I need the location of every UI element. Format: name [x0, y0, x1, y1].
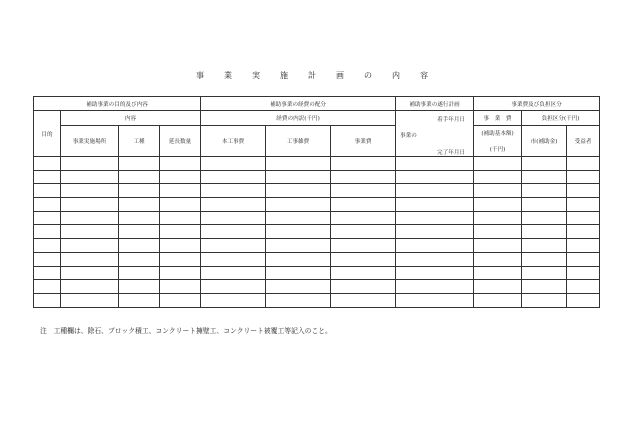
header-burden-group: 事業費及び負担区分 — [474, 97, 600, 111]
blank-cell[interactable] — [331, 170, 396, 184]
table-row — [34, 266, 600, 280]
header-burden-division: 負担区分(千円) — [522, 111, 600, 126]
blank-cell[interactable] — [331, 157, 396, 171]
header-end-date: 完了年月日 — [437, 150, 466, 156]
footnote: 注 工種欄は、除石、ブロック積工、コンクリート擁壁工、コンクリート被覆工等記入のこと。 — [40, 327, 332, 335]
blank-cell[interactable] — [61, 225, 119, 239]
header-content: 内容 — [61, 111, 201, 126]
blank-cell[interactable] — [474, 211, 522, 225]
blank-cell[interactable] — [522, 170, 567, 184]
header-purpose: 目的 — [34, 111, 61, 157]
blank-cell[interactable] — [266, 170, 331, 184]
blank-cell[interactable] — [522, 184, 567, 198]
header-length-qty: 延長数量 — [160, 126, 201, 157]
blank-cell[interactable] — [567, 239, 600, 253]
blank-cell[interactable] — [61, 266, 119, 280]
blank-cell[interactable] — [201, 198, 266, 212]
blank-cell[interactable] — [474, 280, 522, 294]
blank-cell[interactable] — [567, 211, 600, 225]
blank-cell[interactable] — [119, 211, 160, 225]
blank-cell[interactable] — [522, 198, 567, 212]
blank-cell[interactable] — [567, 198, 600, 212]
blank-cell[interactable] — [201, 157, 266, 171]
header-purpose-group: 補助事業の目的及び内容 — [34, 97, 201, 111]
blank-cell[interactable] — [34, 211, 61, 225]
blank-cell[interactable] — [119, 280, 160, 294]
table-row — [34, 184, 600, 198]
blank-cell[interactable] — [34, 280, 61, 294]
blank-cell[interactable] — [396, 157, 474, 171]
blank-cell[interactable] — [201, 266, 266, 280]
blank-cell[interactable] — [567, 225, 600, 239]
blank-cell[interactable] — [34, 157, 61, 171]
header-subsidy-base — [474, 126, 522, 157]
blank-cell[interactable] — [474, 170, 522, 184]
blank-cell[interactable] — [266, 225, 331, 239]
blank-cell[interactable] — [34, 239, 61, 253]
blank-cell[interactable] — [160, 184, 201, 198]
blank-cell[interactable] — [119, 184, 160, 198]
blank-cell[interactable] — [266, 239, 331, 253]
table-row — [34, 252, 600, 266]
blank-cell[interactable] — [61, 252, 119, 266]
blank-cell[interactable] — [201, 225, 266, 239]
header-cost-group: 補助事業の経費の配分 — [201, 97, 396, 111]
blank-cell[interactable] — [266, 266, 331, 280]
blank-cell[interactable] — [522, 239, 567, 253]
blank-cell[interactable] — [396, 184, 474, 198]
table-row — [34, 293, 600, 307]
blank-cell[interactable] — [61, 239, 119, 253]
blank-cell[interactable] — [34, 198, 61, 212]
blank-cell[interactable] — [34, 293, 61, 307]
blank-cell[interactable] — [160, 225, 201, 239]
blank-cell[interactable] — [396, 293, 474, 307]
blank-cell[interactable] — [119, 198, 160, 212]
blank-cell[interactable] — [396, 266, 474, 280]
header-cost-breakdown: 経費の内訳(千円) — [201, 111, 396, 126]
blank-cell[interactable] — [201, 280, 266, 294]
blank-cell[interactable] — [331, 252, 396, 266]
header-schedule — [396, 111, 474, 157]
blank-cell[interactable] — [567, 266, 600, 280]
header-project-cost-label: 事 業 費 — [474, 111, 522, 126]
blank-cell[interactable] — [396, 239, 474, 253]
blank-cell[interactable] — [34, 170, 61, 184]
table-row — [34, 198, 600, 212]
blank-cell[interactable] — [201, 184, 266, 198]
blank-cell[interactable] — [331, 211, 396, 225]
blank-cell[interactable] — [119, 157, 160, 171]
header-thousand-yen: (千円) — [489, 147, 506, 153]
header-city-subsidy: 市(補助金) — [522, 126, 567, 157]
blank-cell[interactable] — [61, 184, 119, 198]
table-row — [34, 225, 600, 239]
blank-cell[interactable] — [522, 280, 567, 294]
blank-cell[interactable] — [61, 198, 119, 212]
blank-cell[interactable] — [474, 184, 522, 198]
blank-cell[interactable] — [396, 280, 474, 294]
blank-cell[interactable] — [160, 211, 201, 225]
blank-cell[interactable] — [567, 170, 600, 184]
header-beneficiary: 受益者 — [567, 126, 600, 157]
blank-cell[interactable] — [160, 266, 201, 280]
blank-cell[interactable] — [567, 252, 600, 266]
header-project-cost: 事業費 — [331, 126, 396, 157]
blank-cell[interactable] — [160, 280, 201, 294]
blank-cell[interactable] — [331, 266, 396, 280]
blank-cell[interactable] — [201, 293, 266, 307]
blank-cell[interactable] — [266, 198, 331, 212]
blank-cell[interactable] — [331, 184, 396, 198]
blank-cell[interactable] — [61, 211, 119, 225]
header-start-date: 着手年月日 — [437, 117, 466, 123]
blank-cell[interactable] — [160, 198, 201, 212]
document-title: 事 業 実 施 計 画 の 内 容 — [196, 71, 434, 80]
blank-cell[interactable] — [331, 293, 396, 307]
table-row — [34, 170, 600, 184]
blank-cell[interactable] — [522, 252, 567, 266]
blank-cell[interactable] — [396, 211, 474, 225]
blank-cell[interactable] — [34, 184, 61, 198]
blank-cell[interactable] — [160, 239, 201, 253]
blank-cell[interactable] — [201, 239, 266, 253]
plan-table — [33, 96, 600, 308]
blank-cell[interactable] — [61, 170, 119, 184]
header-work-type: 工種 — [119, 126, 160, 157]
blank-cell[interactable] — [201, 252, 266, 266]
blank-cell[interactable] — [522, 157, 567, 171]
blank-cell[interactable] — [34, 266, 61, 280]
blank-cell[interactable] — [266, 293, 331, 307]
blank-cell[interactable] — [201, 211, 266, 225]
blank-cell[interactable] — [396, 198, 474, 212]
header-project-of: 事業の — [400, 133, 417, 139]
blank-cell[interactable] — [266, 252, 331, 266]
blank-cell[interactable] — [474, 239, 522, 253]
blank-cell[interactable] — [474, 198, 522, 212]
blank-cell[interactable] — [331, 239, 396, 253]
blank-cell[interactable] — [567, 280, 600, 294]
blank-cell[interactable] — [396, 252, 474, 266]
blank-cell[interactable] — [266, 157, 331, 171]
blank-cell[interactable] — [61, 157, 119, 171]
blank-cell[interactable] — [201, 170, 266, 184]
blank-cell[interactable] — [396, 170, 474, 184]
blank-cell[interactable] — [522, 293, 567, 307]
blank-cell[interactable] — [160, 252, 201, 266]
blank-cell[interactable] — [474, 225, 522, 239]
blank-cell[interactable] — [331, 280, 396, 294]
blank-cell[interactable] — [34, 252, 61, 266]
blank-cell[interactable] — [266, 211, 331, 225]
blank-cell[interactable] — [474, 252, 522, 266]
blank-cell[interactable] — [160, 293, 201, 307]
blank-cell[interactable] — [61, 280, 119, 294]
blank-cell[interactable] — [266, 280, 331, 294]
blank-cell[interactable] — [119, 266, 160, 280]
blank-cell[interactable] — [522, 211, 567, 225]
blank-cell[interactable] — [474, 157, 522, 171]
header-site: 事業実施場所 — [61, 126, 119, 157]
blank-cell[interactable] — [61, 293, 119, 307]
table-row — [34, 280, 600, 294]
blank-cell[interactable] — [567, 157, 600, 171]
blank-cell[interactable] — [522, 225, 567, 239]
blank-cell[interactable] — [119, 239, 160, 253]
header-misc-cost: 工事雑費 — [266, 126, 331, 157]
blank-cell[interactable] — [567, 184, 600, 198]
blank-cell[interactable] — [119, 293, 160, 307]
blank-cell[interactable] — [331, 225, 396, 239]
blank-cell[interactable] — [160, 157, 201, 171]
blank-cell[interactable] — [119, 170, 160, 184]
header-schedule-group: 補助事業の遂行計画 — [396, 97, 474, 111]
blank-cell[interactable] — [567, 293, 600, 307]
blank-cell[interactable] — [474, 266, 522, 280]
table-row — [34, 157, 600, 171]
blank-cell[interactable] — [522, 266, 567, 280]
table-row — [34, 211, 600, 225]
blank-cell[interactable] — [266, 184, 331, 198]
blank-cell[interactable] — [119, 252, 160, 266]
header-main-work-cost: 本工事費 — [201, 126, 266, 157]
blank-cell[interactable] — [119, 225, 160, 239]
blank-cell[interactable] — [331, 198, 396, 212]
blank-cell[interactable] — [34, 225, 61, 239]
blank-cell[interactable] — [474, 293, 522, 307]
blank-cell[interactable] — [396, 225, 474, 239]
header-subsidy-base-label: (補助基本額) — [481, 131, 514, 137]
table-row — [34, 239, 600, 253]
blank-cell[interactable] — [160, 170, 201, 184]
